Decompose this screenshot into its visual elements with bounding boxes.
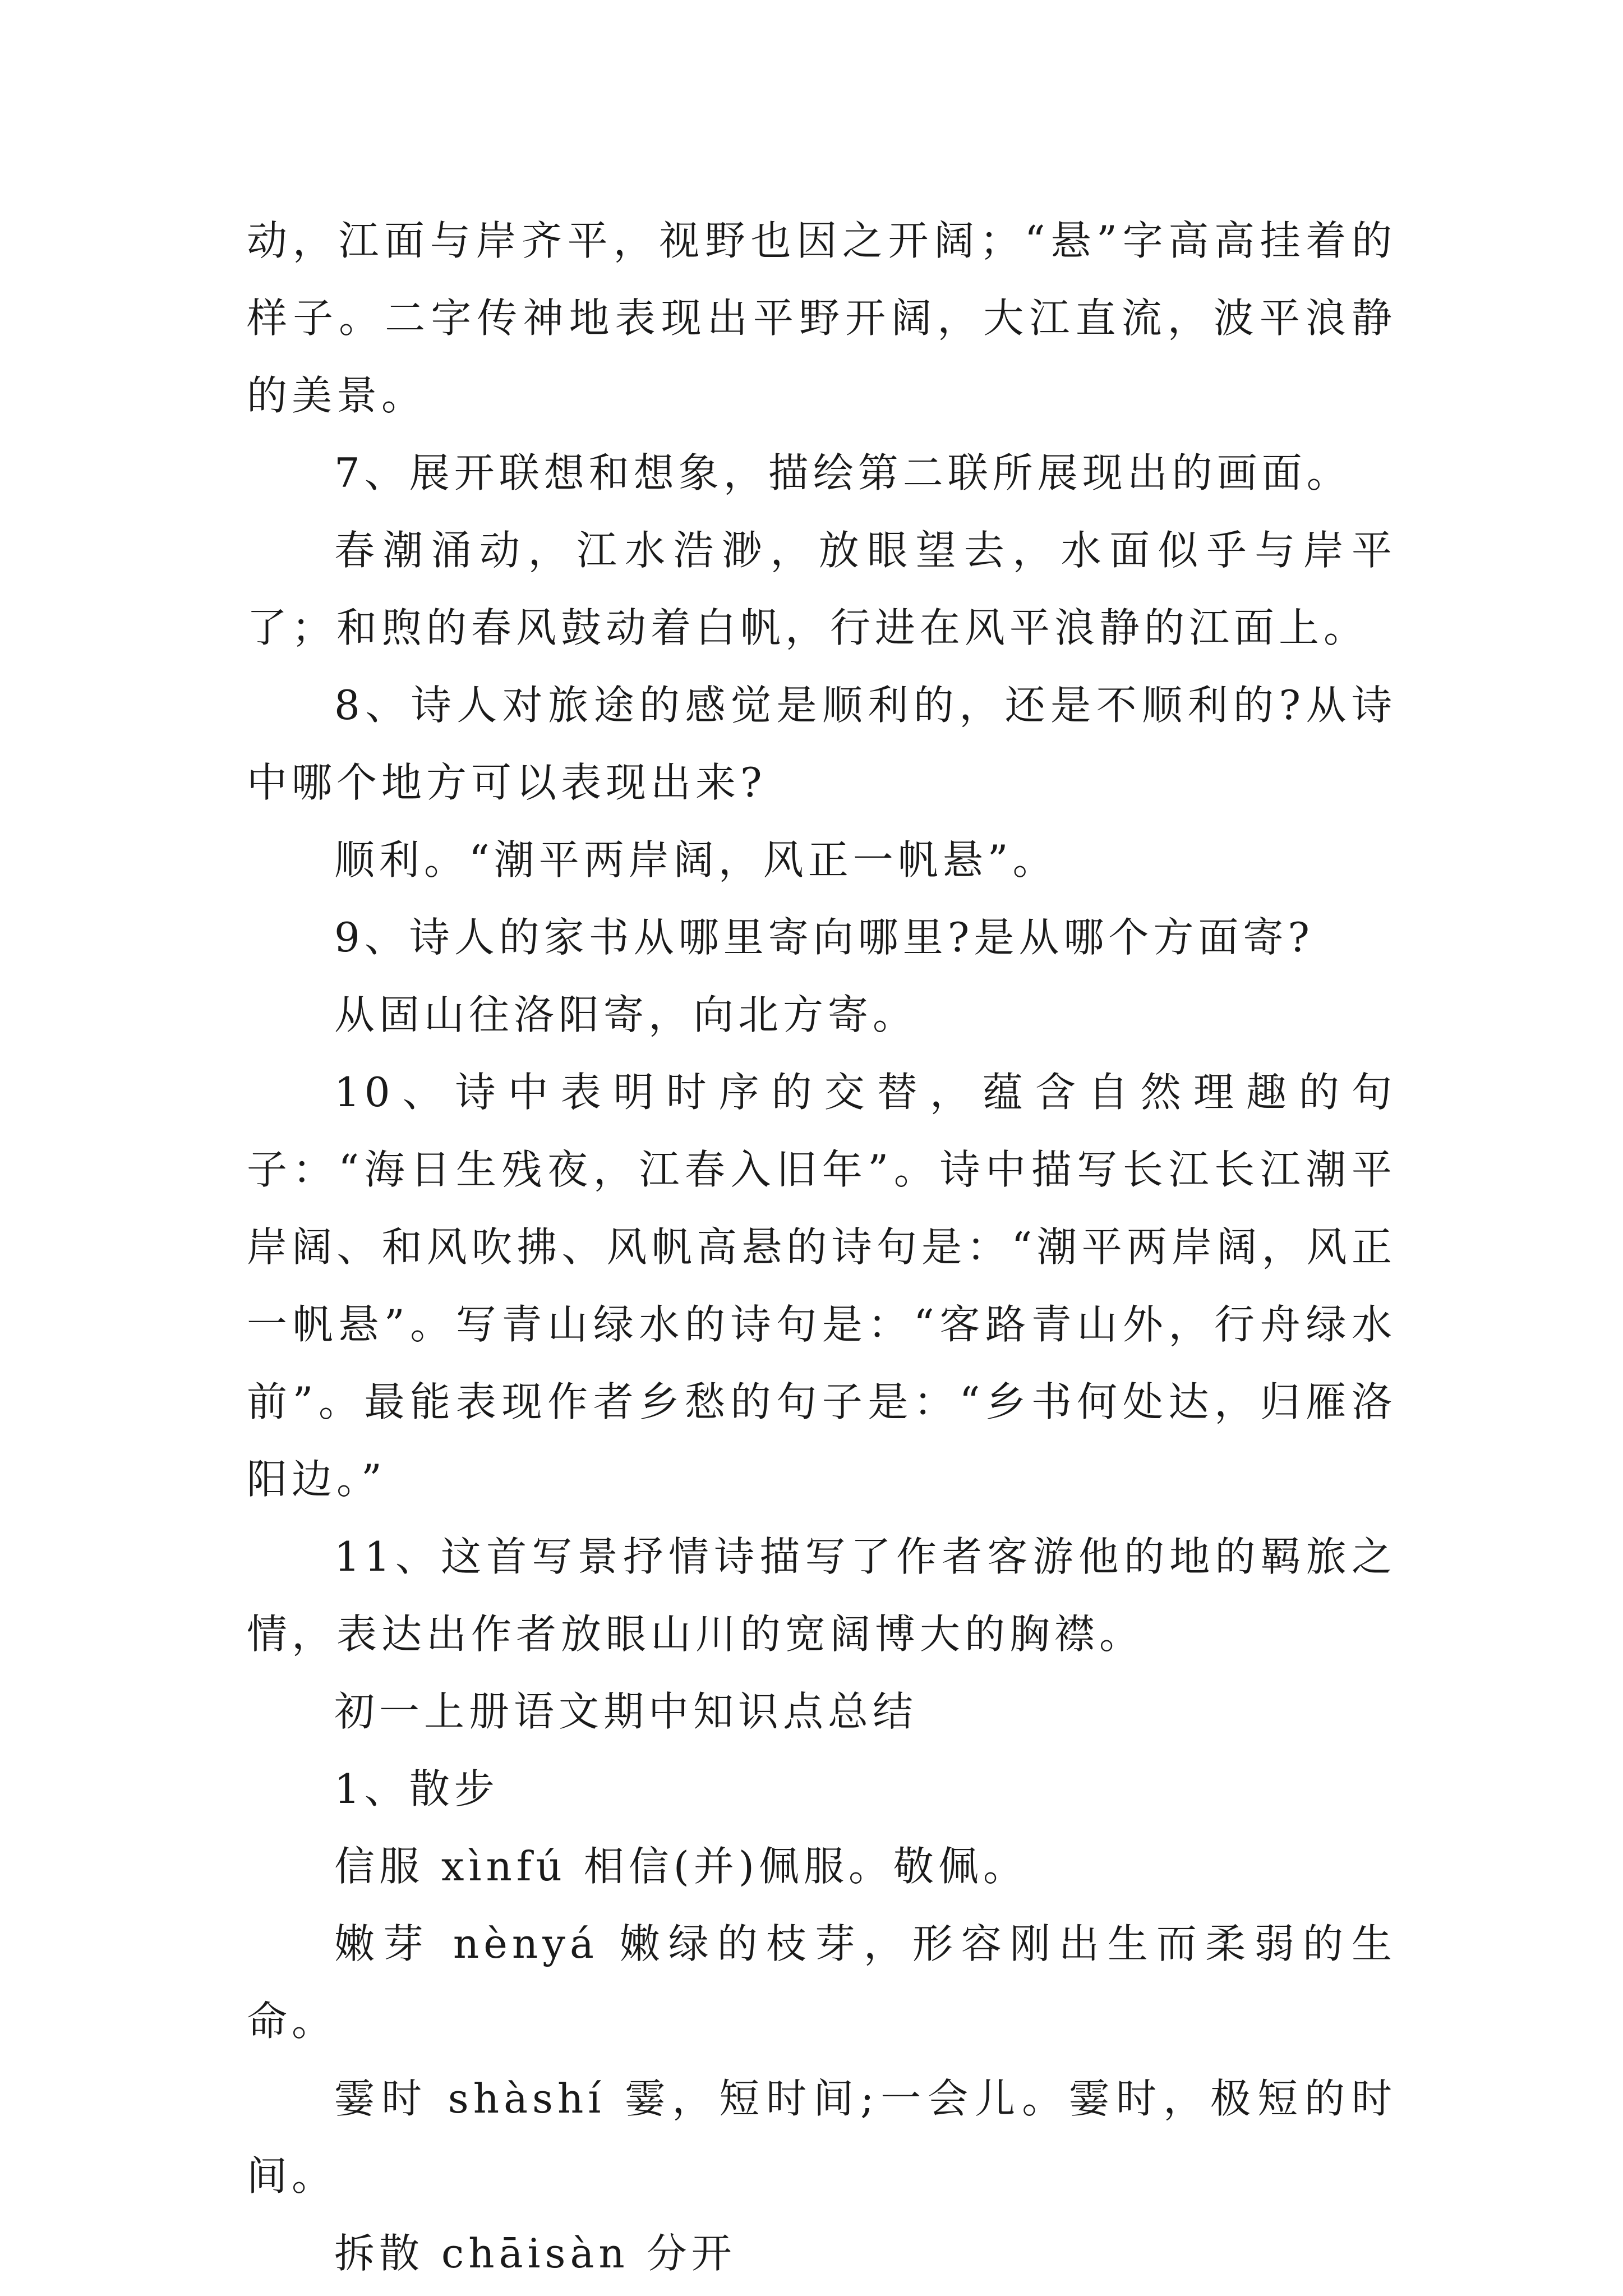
- answer-7: 春潮涌动，江水浩渺，放眼望去，水面似乎与岸平了；和煦的春风鼓动着白帆，行进在风平浪静的江面上。: [247, 527, 1396, 651]
- item-11: 11、这首写景抒情诗描写了作者客游他的地的羁旅之情，表达出作者放眼山川的宽阔博大的胸襟。: [247, 1533, 1396, 1658]
- answer-8: 顺利。“潮平两岸阔，风正一帆悬”。: [334, 836, 1058, 884]
- document-body: [247, 202, 1396, 2292]
- question-7: 7、展开联想和想象，描绘第二联所展现出的画面。: [334, 449, 1352, 496]
- vocab-entry: 嫩芽 nènyá 嫩绿的枝芽，形容刚出生而柔弱的生命。: [247, 1920, 1396, 2045]
- paragraph-continuation: 动，江面与岸齐平，视野也因之开阔；“悬”字高高挂着的样子。二字传神地表现出平野开阔，大江直流，波平浪静的美景。: [247, 217, 1396, 419]
- item-10: 10、诗中表明时序的交替，蕴含自然理趣的句子：“海日生残夜，江春入旧年”。诗中描写长江长江潮平岸阔、和风吹拂、风帆高悬的诗句是：“潮平两岸阔，风正一帆悬”。写青山绿水的诗句是：“客路青山外，行舟绿水前”。最能表现作者乡愁的句子是：“乡书何处达，归雁洛阳边。”: [247, 1069, 1396, 1503]
- lesson-heading: 1、散步: [334, 1765, 499, 1812]
- vocab-entry: 信服 xìnfú 相信(并)佩服。敬佩。: [334, 1843, 1028, 1890]
- answer-9: 从固山往洛阳寄，向北方寄。: [334, 991, 918, 1038]
- vocab-entry: 拆散 chāisàn 分开: [334, 2230, 736, 2277]
- question-9: 9、诗人的家书从哪里寄向哪里?是从哪个方面寄?: [334, 914, 1315, 961]
- vocab-entry: 霎时 shàshí 霎，短时间;一会儿。霎时，极短的时间。: [247, 2075, 1396, 2200]
- section-title: 初一上册语文期中知识点总结: [334, 1688, 918, 1735]
- question-8: 8、诗人对旅途的感觉是顺利的，还是不顺利的?从诗中哪个地方可以表现出来?: [247, 682, 1396, 806]
